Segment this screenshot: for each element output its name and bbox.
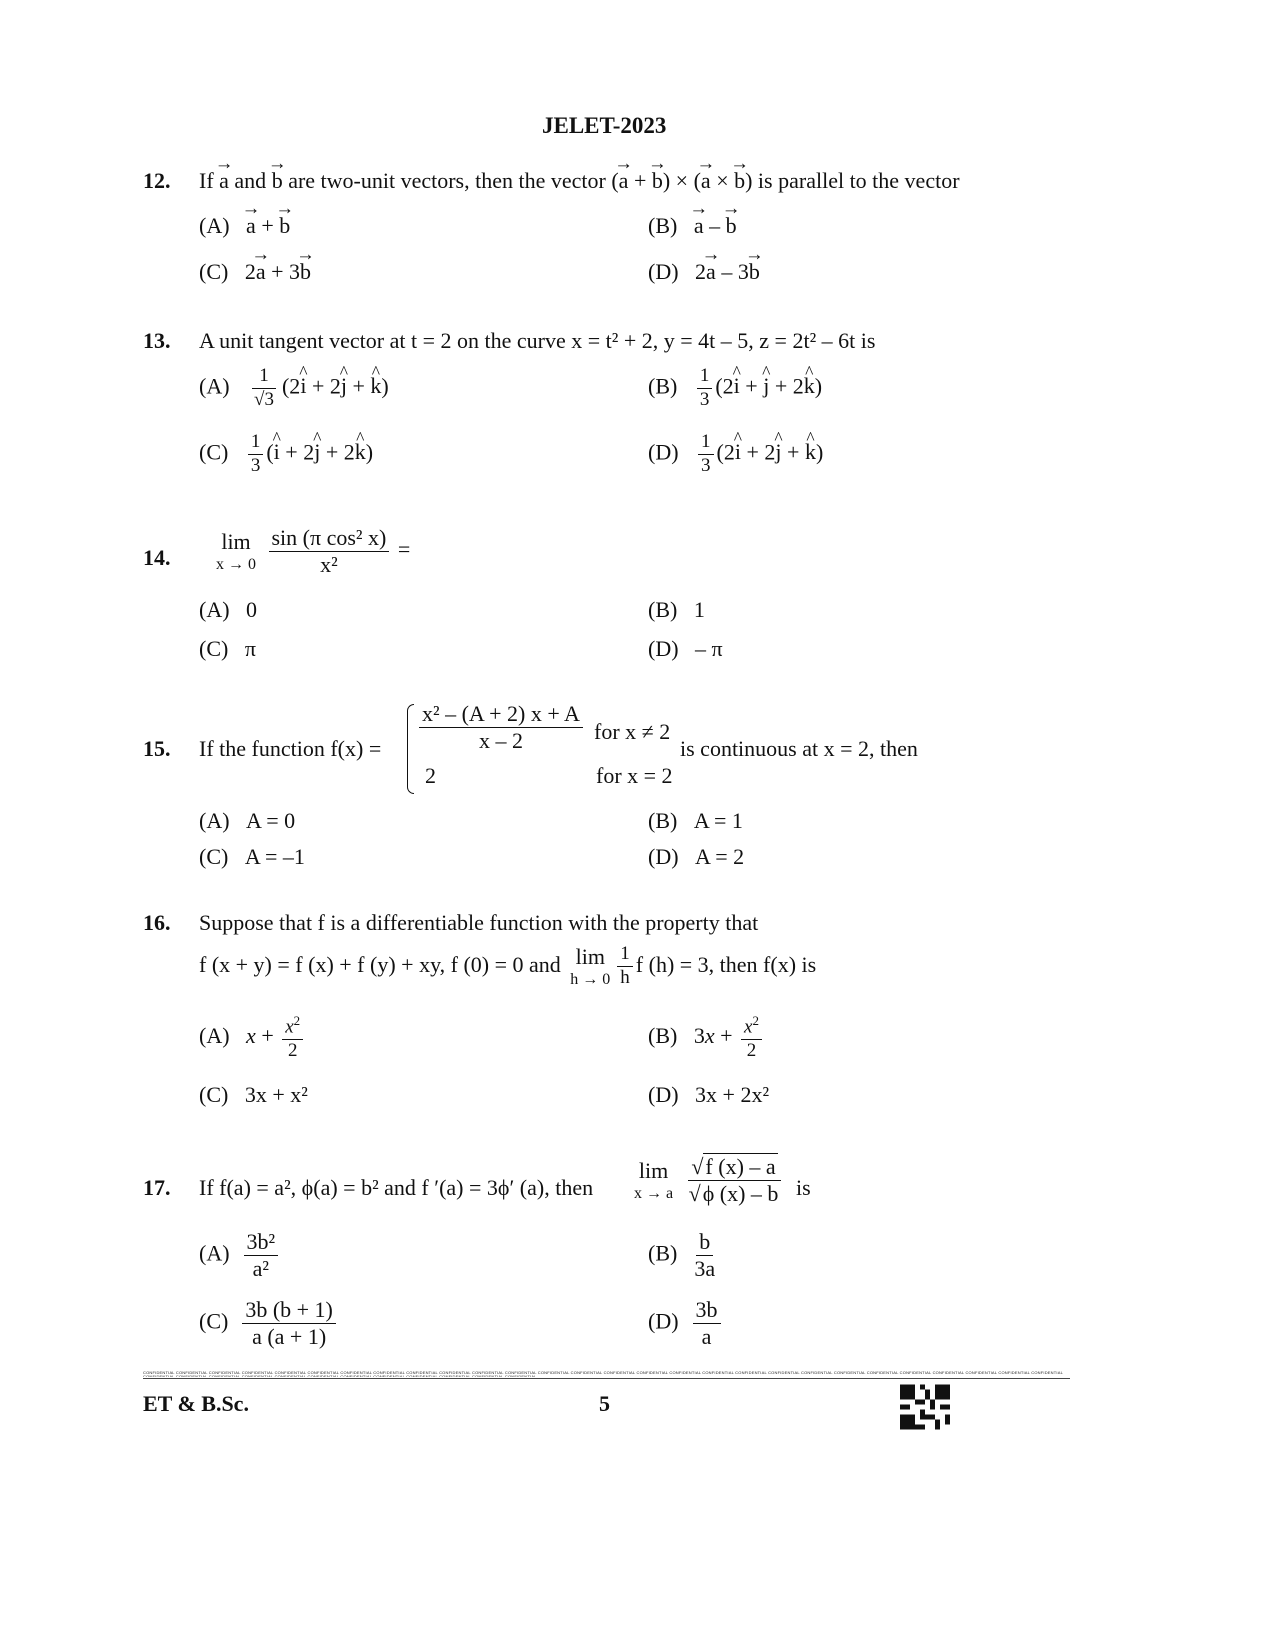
question-14-expression: lim x → 0 $\frac{\text{sin (π cos² x)}}{\text{x²}}$ = — [216, 525, 411, 578]
q14-option-d[interactable]: (D) – π — [648, 636, 723, 661]
q16-option-b[interactable]: (B) 3x + $\frac{x^2}{2}$ — [648, 1014, 765, 1062]
case2-value: 2 — [425, 763, 436, 788]
q15-option-b[interactable]: (B) A = 1 — [648, 808, 743, 833]
case1-expression: $\frac{\text{x² – (A + 2) x + A}}{x - 2}$ — [416, 702, 586, 753]
question-16-line1: Suppose that f is a differentiable function with the property that — [199, 910, 759, 935]
q17-option-c[interactable]: (C) $\frac{3b (b + 1)}{a (a + 1)}$ — [199, 1298, 339, 1349]
footer-course: ET & B.Sc. — [143, 1391, 249, 1416]
q15-option-c[interactable]: (C) A = –1 — [199, 844, 305, 869]
q13-option-c[interactable]: (C) $\frac{1}{3}$ (^ i + 2^ j + 2^ k) — [199, 432, 373, 477]
q12-option-c[interactable]: (C) 2→ a + 3→ b — [199, 259, 311, 285]
question-17-expression: lim x → a $\frac{√f (x) - a}{√\phi (x) - b}$ — [630, 1155, 786, 1206]
case1-condition: for x ≠ 2 — [594, 719, 671, 744]
question-number-15: 15. — [143, 736, 171, 761]
q13-option-d[interactable]: (D) $\frac{1}{3}$ (2^ i + 2^ j + ^ k) — [648, 432, 823, 477]
q16-option-c[interactable]: (C) 3x + x² — [199, 1082, 308, 1107]
question-15-text: If the function f(x) = — [199, 736, 382, 761]
question-15-text-end: is continuous at x = 2, then — [680, 736, 918, 761]
question-number-17: 17. — [143, 1175, 171, 1200]
page-title: JELET-2023 — [542, 113, 667, 138]
question-16-line2: f (x + y) = f (x) + f (y) + xy, f (0) = 0 and lim h → 0 $\frac{1}{h}$ f (h) = 3, then f(x) is — [199, 943, 817, 989]
confidential-strip: CONFIDENTIAL CONFIDENTIAL CONFIDENTIAL CONFIDENTIAL CONFIDENTIAL CONFIDENTIAL CONFIDENTIAL CONFIDENTIAL CONFIDENTIAL CONFIDENTIAL CONFIDENTIAL CONFIDENTIAL CONFIDENTIAL CONFIDENTIAL CONFIDENTIAL CONFIDENTIAL CONFIDENTIAL CONFIDENTIAL CONFIDENTIAL CONFIDENTIAL CONFIDENTIAL CONFIDENTIAL CONFIDENTIAL CONFIDENTIAL CONFIDENTIAL CONFIDENTIAL CONFIDENTIAL CONFIDENTIAL CONFIDENTIAL CONFIDENTIAL CONFIDENTIAL CONFIDENTIAL CONFIDENTIAL CONFIDENTIAL CONFIDENTIAL CONFIDENTIAL CONFIDENTIAL CONFIDENTIAL CONFIDENTIAL CONFIDENTIAL — [143, 1371, 1063, 1377]
q16-option-d[interactable]: (D) 3x + 2x² — [648, 1082, 770, 1107]
question-number-13: 13. — [143, 328, 171, 353]
q17-option-d[interactable]: (D) $\frac{3b}{a}$ — [648, 1298, 724, 1349]
q16-option-a[interactable]: (A) x + $\frac{x^2}{2}$ — [199, 1014, 306, 1062]
q17-option-b[interactable]: (B) $\frac{b}{3a}$ — [648, 1229, 716, 1282]
case2-condition: for x = 2 — [596, 763, 673, 788]
q15-option-d[interactable]: (D) A = 2 — [648, 844, 745, 869]
qr-code-icon — [900, 1384, 950, 1430]
q14-option-a[interactable]: (A) 0 — [199, 597, 258, 622]
q12-option-b[interactable]: (B) → a – → b — [648, 213, 737, 239]
footer-divider — [143, 1378, 1070, 1379]
question-17-text: If f(a) = a², ϕ(a) = b² and f ′(a) = 3ϕ′ (a), then — [199, 1175, 594, 1200]
q17-option-a[interactable]: (A) $\frac{\text{3b²}}{\text{a²}}$ — [199, 1230, 281, 1281]
question-17-text-end: is — [796, 1175, 811, 1200]
q14-option-b[interactable]: (B) 1 — [648, 597, 705, 622]
question-number-14: 14. — [143, 545, 171, 570]
page-number: 5 — [599, 1391, 610, 1416]
q13-option-a[interactable]: (A) $\frac{1}{√3}$ (2^ i + 2^ j + ^ k) — [199, 366, 389, 411]
vector-a: → a — [219, 168, 229, 194]
question-number-12: 12. — [143, 168, 171, 193]
q14-option-c[interactable]: (C) π — [199, 636, 256, 661]
q13-option-b[interactable]: (B) $\frac{1}{3}$ (2^ i + ^ j + 2^ k) — [648, 366, 822, 411]
q15-option-a[interactable]: (A) A = 0 — [199, 808, 296, 833]
q12-option-a[interactable]: (A) → a + → b — [199, 213, 290, 239]
piecewise-brace — [407, 704, 414, 794]
question-12-text: If → a and → b are two-unit vectors, then the vector (→ a + → b) × (→ a × → b) is parallel to the vector — [199, 168, 960, 194]
question-number-16: 16. — [143, 910, 171, 935]
q12-option-d[interactable]: (D) 2→ a – 3→ b — [648, 259, 760, 285]
vector-b: → b — [272, 168, 283, 194]
question-13-text: A unit tangent vector at t = 2 on the curve x = t² + 2, y = 4t – 5, z = 2t² – 6t is — [199, 328, 876, 353]
